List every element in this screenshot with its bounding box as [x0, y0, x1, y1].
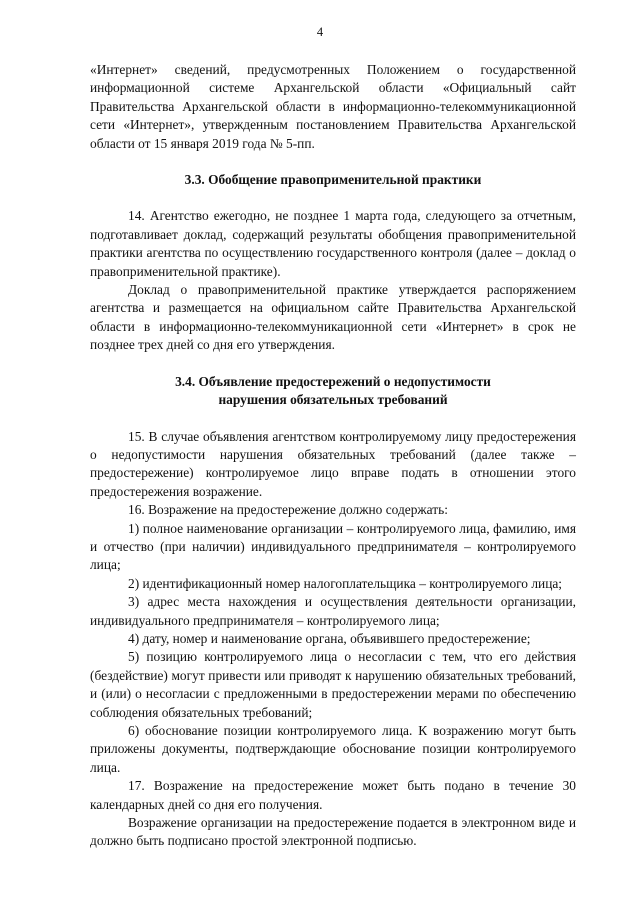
paragraph-16: 16. Возражение на предостережение должно содержать:	[128, 502, 448, 518]
list-item-16-6: 6) обоснование позиции контролируемого лица. К возражению могут быть приложены документы, подтверждающие обоснование позиции контролируемого лица.	[90, 723, 576, 775]
paragraph-15: 15. В случае объявления агентством контролируемому лицу предостережения о недопустимости нарушения обязательных требований (далее также – предостережение) контролируемое лицо вправе подать в отношении этого предостережения возражение.	[90, 428, 576, 499]
section-heading-3-4-line2: нарушения обязательных требований	[218, 392, 448, 408]
paragraph-continued: «Интернет» сведений, предусмотренных Положением о государственной информационной системе Архангельской области «Официальный сайт Правительства Архангельской области в информационно-телекоммуникационной сети «Интернет», утвержденным постановлением Правительства Архангельской области от 15 января 2019 года № 5-пп.	[90, 62, 576, 151]
section-heading-3-3: 3.3. Обобщение правоприменительной практики	[184, 172, 482, 188]
list-item-16-1: 1) полное наименование организации – контролируемого лица, фамилию, имя и отчество (при наличии) индивидуального предпринимателя – контролируемого лица;	[90, 520, 576, 573]
list-item-16-3: 3) адрес места нахождения и осуществления деятельности организации, индивидуального предпринимателя – контролируемого лица;	[90, 594, 576, 628]
document-body	[90, 61, 576, 851]
list-item-16-5: 5) позицию контролируемого лица о несогласии с тем, что его действия (бездействие) могут привести или приводят к нарушению обязательных требований, и (или) о несогласии с предложенными в предостережении мерами по обеспечению соблюдения обязательных требований;	[90, 649, 576, 720]
page-number: 4	[316, 25, 324, 39]
section-heading-3-4-line1: 3.4. Объявление предостережений о недопустимости	[175, 373, 491, 389]
section-heading-3-4	[90, 373, 576, 410]
paragraph-17-electronic: Возражение организации на предостережение подается в электронном виде и должно быть подписано простой электронной подписью.	[90, 815, 576, 849]
paragraph-14-report: Доклад о правоприменительной практике утверждается распоряжением агентства и размещается на официальном сайте Правительства Архангельской области в информационно-телекоммуникационной сети «Интернет» в срок не позднее трех дней со дня его утверждения.	[90, 282, 576, 353]
paragraph-17: 17. Возражение на предостережение может быть подано в течение 30 календарных дней со дня его получения.	[90, 778, 576, 812]
paragraph-14: 14. Агентство ежегодно, не позднее 1 марта года, следующего за отчетным, подготавливает доклад, содержащий результаты обобщения правоприменительной практики агентства по осуществлению государственного контроля (далее – доклад о правоприменительной практике).	[90, 208, 576, 279]
list-item-16-2: 2) идентификационный номер налогоплательщика – контролируемого лица;	[128, 575, 563, 591]
list-item-16-4: 4) дату, номер и наименование органа, объявившего предостережение;	[128, 630, 531, 646]
